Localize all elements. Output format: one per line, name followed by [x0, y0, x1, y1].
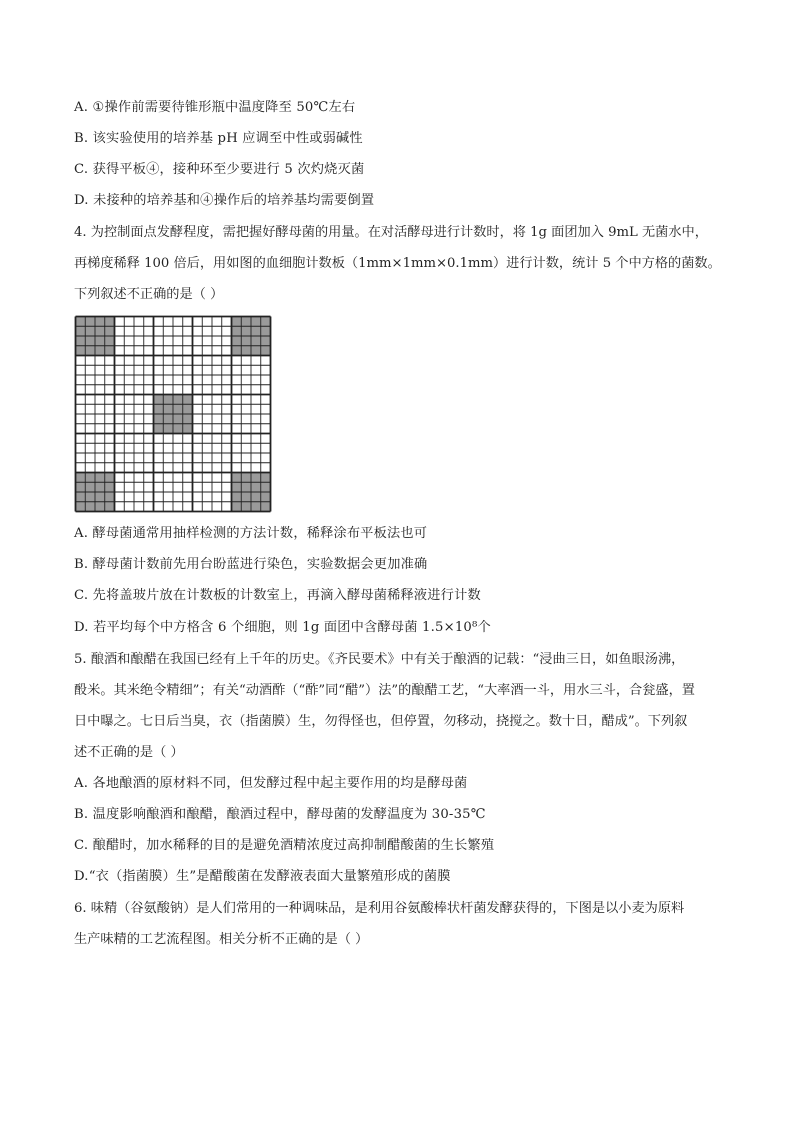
q3-option-a: A. ①操作前需要待锥形瓶中温度降至 50℃左右 [74, 100, 356, 115]
q4-stem-line-3: 下列叙述不正确的是（ ） [74, 287, 224, 302]
q5-stem-line-2: 酘米。其米绝令精细”；有关“动酒酢（“酢”同“醋”）法”的酿醋工艺，“大率酒一斗，用水三斗，合瓮盛，置 [74, 683, 695, 698]
q5-option-c: C. 酿醋时，加水稀释的目的是避免酒精浓度过高抑制醋酸菌的生长繁殖 [74, 838, 495, 853]
q4-option-b: B. 酵母菌计数前先用台盼蓝进行染色，实验数据会更加准确 [74, 557, 428, 572]
q4-option-c: C. 先将盖玻片放在计数板的计数室上，再滴入酵母菌稀释液进行计数 [74, 588, 481, 603]
q4-stem-line-1: 4. 为控制面点发酵程度，需把握好酵母菌的用量。在对活酵母进行计数时，将 1g 面团加入 9mL 无菌水中， [74, 225, 708, 240]
hemocytometer-grid-icon [74, 315, 272, 513]
hemocytometer-grid-figure [74, 315, 272, 513]
q6-stem-line-1: 6. 味精（谷氨酸钠）是人们常用的一种调味品，是利用谷氨酸棒状杆菌发酵获得的，下图是以小麦为原料 [74, 901, 685, 916]
q4-option-a: A. 酵母菌通常用抽样检测的方法计数，稀释涂布平板法也可 [74, 526, 428, 541]
q3-option-c: C. 获得平板④，接种环至少要进行 5 次灼烧灭菌 [74, 162, 365, 177]
q4-stem-line-2: 再梯度稀释 100 倍后，用如图的血细胞计数板（1mm×1mm×0.1mm）进行计数，统计 5 个中方格的菌数。 [74, 256, 721, 271]
q3-option-b: B. 该实验使用的培养基 pH 应调至中性或弱碱性 [74, 131, 363, 146]
q5-option-a: A. 各地酿酒的原材料不同，但发酵过程中起主要作用的均是酵母菌 [74, 776, 468, 791]
q5-option-b: B. 温度影响酿酒和酿醋，酿酒过程中，酵母菌的发酵温度为 30-35℃ [74, 807, 486, 822]
q5-option-d: D.“衣（指菌膜）生”是醋酸菌在发酵液表面大量繁殖形成的菌膜 [74, 869, 451, 884]
q6-stem-line-2: 生产味精的工艺流程图。相关分析不正确的是（ ） [74, 932, 369, 947]
q4-option-d: D. 若平均每个中方格含 6 个细胞，则 1g 面团中含酵母菌 1.5×10⁸个 [74, 620, 491, 635]
q3-option-d: D. 未接种的培养基和④操作后的培养基均需要倒置 [74, 193, 375, 208]
q5-stem-line-3: 日中曝之。七日后当臭，衣（指菌膜）生，勿得怪也，但停置，勿移动，挠搅之。数十日，醋成”。下列叙 [74, 714, 688, 729]
q5-stem-line-4: 述不正确的是（ ） [74, 745, 184, 760]
q5-stem-line-1: 5. 酿酒和酿醋在我国已经有上千年的历史。《齐民要术》中有关于酿酒的记载：“浸曲三日，如鱼眼汤沸， [74, 652, 685, 667]
